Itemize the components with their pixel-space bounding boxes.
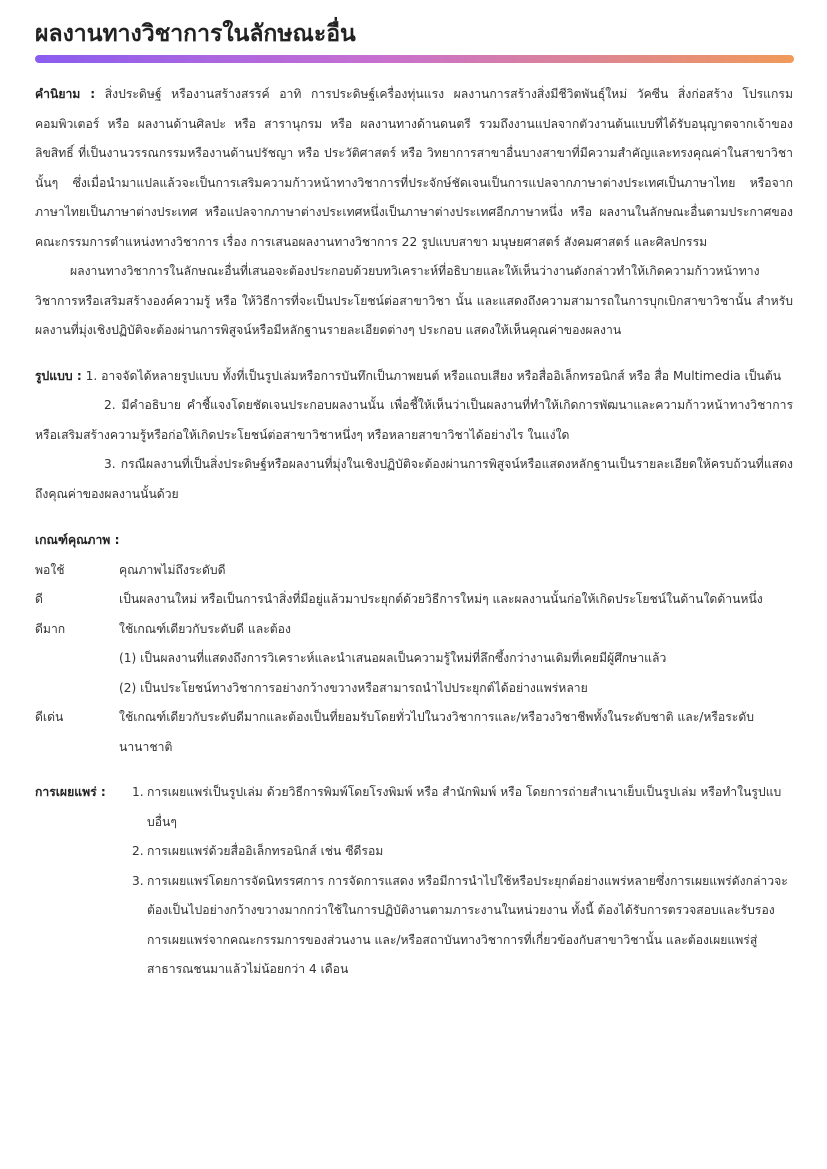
quality-section bbox=[35, 526, 793, 762]
definition-label: คำนิยาม : bbox=[35, 87, 96, 101]
quality-row bbox=[35, 556, 793, 586]
quality-desc: ใช้เกณฑ์เดียวกับระดับดีมากและต้องเป็นที่ยอมรับโดยทั่วไปในวงวิชาการและ/หรือวงวิชาชีพทั้งในระดับชาติ และ/หรือระดับนานาชาติ bbox=[119, 710, 754, 754]
quality-term: ดีมาก bbox=[35, 621, 66, 636]
definition-paragraph bbox=[35, 80, 793, 257]
quality-term: ดีเด่น bbox=[35, 710, 64, 724]
publish-row bbox=[35, 778, 793, 985]
definition-section bbox=[35, 80, 793, 346]
publish-item bbox=[132, 867, 793, 985]
quality-row bbox=[35, 703, 793, 762]
page-title: ผลงานทางวิชาการในลักษณะอื่น bbox=[35, 21, 356, 47]
quality-term: พอใช้ bbox=[35, 562, 65, 577]
publish-label: การเผยแพร่ : bbox=[35, 785, 106, 799]
publish-item bbox=[132, 778, 793, 837]
format-section bbox=[35, 362, 793, 510]
publish-item-text: การเผยแพร่โดยการจัดนิทรรศการ การจัดการแสดง หรือมีการนำไปใช้หรือประยุกต์อย่างแพร่หลายซึ่งการเผยแพร่ดังกล่าวจะต้องเป็นไปอย่างกว้างขวางมากกว่าใช้ในการปฏิบัติงานตามภาระงานในหน่วยงาน ทั้งนี้ ต้องได้รับการตรวจสอบและรับรองการเผยแพร่จากคณะกรรมการของส่วนงาน และ/หรือสถาบันทางวิชาการที่เกี่ยวข้องกับสาขาวิชานั้น และต้องเผยแพร่สู่สาธารณชนมาแล้วไม่น้อยกว่า 4 เดือน bbox=[147, 873, 788, 976]
publish-item-number: 1. bbox=[132, 785, 144, 799]
format-item-1 bbox=[35, 362, 793, 392]
quality-sub-2: (2) เป็นประโยชน์ทางวิชาการอย่างกว้างขวางหรือสามารถนำไปประยุกต์ได้อย่างแพร่หลาย bbox=[119, 680, 588, 695]
publish-item-number: 3. bbox=[132, 873, 144, 888]
quality-desc: ใช้เกณฑ์เดียวกับระดับดี และต้อง bbox=[119, 621, 291, 636]
quality-term: ดี bbox=[35, 592, 43, 606]
title-gradient-bar bbox=[35, 55, 794, 63]
quality-desc: เป็นผลงานใหม่ หรือเป็นการนำสิ่งที่มีอยู่แล้วมาประยุกต์ด้วยวิธีการใหม่ๆ และผลงานนั้นก่อให้เกิดประโยชน์ในด้านใดด้านหนึ่ง bbox=[119, 592, 763, 606]
quality-desc-group bbox=[119, 615, 793, 704]
definition-text: สิ่งประดิษฐ์ หรืองานสร้างสรรค์ อาทิ การประดิษฐ์เครื่องทุ่นแรง ผลงานการสร้างสิ่งมีชีวิตพันธุ์ใหม่ วัคซีน สิ่งก่อสร้าง โปรแกรมคอมพิวเตอร์ หรือ ผลงานด้านศิลปะ หรือ สารานุกรม หรือ ผลงานทางด้านดนตรี รวมถึงงานแปลจากตัวงานต้นแบบที่ได้รับอนุญาตจากเจ้าของลิขสิทธิ์ ที่เป็นงานวรรณกรรมหรืองานด้านปรัชญา หรือ ประวัติศาสตร์ หรือ วิทยาการสาขาอื่นบางสาขาที่มีความสำคัญและทรงคุณค่าในสาขาวิชานั้นๆ ซึ่งเมื่อนำมาแปลแล้วจะเป็นการเสริมความก้าวหน้าทางวิชาการที่ประจักษ์ชัดเจนเป็นการแปลจากภาษาต่างประเทศเป็นภาษาไทย หรือจากภาษาไทยเป็นภาษาต่างประเทศ หรือแปลจากภาษาต่างประเทศหนึ่งเป็นภาษาต่างประเทศอีกภาษาหนึ่ง หรือ ผลงานในลักษณะอื่นตามประกาศของคณะกรรมการตำแหน่งทางวิชาการ เรื่อง การเสนอผลงานทางวิชาการ 22 รูปแบบสาขา มนุษยศาสตร์ สังคมศาสตร์ และศิลปกรรม bbox=[35, 87, 793, 249]
quality-desc: คุณภาพไม่ถึงระดับดี bbox=[119, 562, 226, 577]
format-item-1-text: 1. อาจจัดได้หลายรูปแบบ ทั้งที่เป็นรูปเล่มหรือการบันทึกเป็นภาพยนต์ หรือแถบเสียง หรือสื่ออิเล็กทรอนิกส์ หรือ สื่อ Multimedia เป็นต้น bbox=[85, 368, 782, 383]
format-item-2: 2. มีคำอธิบาย คำชี้แจงโดยชัดเจนประกอบผลงานนั้น เพื่อชี้ให้เห็นว่าเป็นผลงานที่ทำให้เกิดการพัฒนาและความก้าวหน้าทางวิชาการหรือเสริมสร้างความรู้หรือก่อให้เกิดประโยชน์ต่อสาขาวิชาหนึ่งๆ หรือหลายสาขาวิชาได้อย่างไร ในแง่ใด bbox=[35, 398, 793, 442]
quality-row bbox=[35, 585, 793, 615]
quality-row bbox=[35, 615, 793, 704]
definition-paragraph-2: ผลงานทางวิชาการในลักษณะอื่นที่เสนอจะต้องประกอบด้วยบทวิเคราะห์ที่อธิบายและให้เห็นว่างานดังกล่าวทำให้เกิดความก้าวหน้าทางวิชาการหรือเสริมสร้างองค์ความรู้ หรือ ให้วิธีการที่จะเป็นประโยชน์ต่อสาขาวิชา นั้น และแสดงถึงความสามารถในการบุกเบิกสาขาวิชานั้น สำหรับผลงานที่มุ่งเชิงปฏิบัติจะต้องผ่านการพิสูจน์หรือมีหลักฐานรายละเอียดต่างๆ ประกอบ แสดงให้เห็นคุณค่าของผลงาน bbox=[35, 264, 793, 337]
publish-item-text: การเผยแพร่ด้วยสื่ออิเล็กทรอนิกส์ เช่น ซีดีรอม bbox=[147, 844, 384, 858]
quality-label: เกณฑ์คุณภาพ : bbox=[35, 533, 120, 547]
format-item-3: 3. กรณีผลงานที่เป็นสิ่งประดิษฐ์หรือผลงานที่มุ่งในเชิงปฏิบัติจะต้องผ่านการพิสูจน์หรือแสดงหลักฐานเป็นรายละเอียดให้ครบถ้วนที่แสดงถึงคุณค่าของผลงานนั้นด้วย bbox=[35, 457, 793, 501]
publish-item bbox=[132, 837, 793, 867]
format-label: รูปแบบ : bbox=[35, 368, 82, 383]
publish-section bbox=[35, 778, 793, 985]
publish-list bbox=[132, 778, 793, 985]
quality-sub-1: (1) เป็นผลงานที่แสดงถึงการวิเคราะห์และนำเสนอผลเป็นความรู้ใหม่ที่ลึกซึ้งกว่างานเดิมที่เคยมีผู้ศึกษาแล้ว bbox=[119, 651, 667, 665]
publish-item-text: การเผยแพร่เป็นรูปเล่ม ด้วยวิธีการพิมพ์โดยโรงพิมพ์ หรือ สำนักพิมพ์ หรือ โดยการถ่ายสำเนาเย็บเป็นรูปเล่ม หรือทำในรูปแบบอื่นๆ bbox=[147, 785, 782, 829]
publish-item-number: 2. bbox=[132, 844, 144, 858]
